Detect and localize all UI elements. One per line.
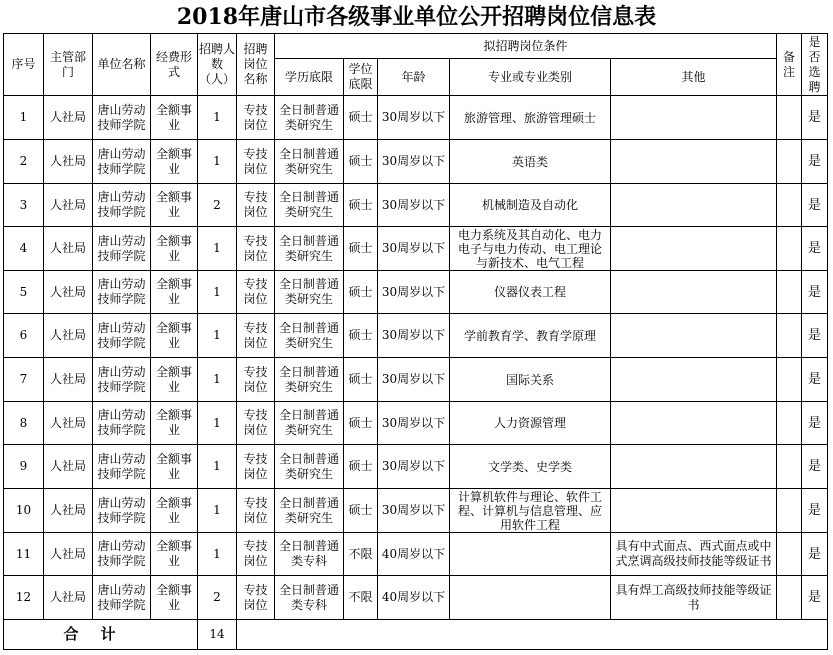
cell-seq: 12 [4, 576, 44, 620]
cell-education: 全日制普通类专科 [275, 576, 344, 620]
table-row [4, 358, 828, 402]
cell-funding: 全额事业 [151, 227, 198, 271]
cell-major: 仪器仪表工程 [450, 271, 611, 314]
cell-count: 1 [198, 227, 237, 271]
cell-funding: 全额事业 [151, 576, 198, 620]
cell-unit: 唐山劳动技师学院 [93, 445, 151, 489]
header-count: 招聘人数（人） [198, 34, 237, 96]
cell-dept: 人社局 [44, 140, 93, 184]
cell-degree: 不限 [344, 533, 378, 576]
cell-education: 全日制普通类研究生 [275, 314, 344, 358]
table-row [4, 445, 828, 489]
cell-remark [777, 314, 802, 358]
header-dept: 主管部门 [44, 34, 93, 96]
cell-other: 具有焊工高级技师技能等级证书 [611, 576, 777, 620]
cell-education: 全日制普通类研究生 [275, 227, 344, 271]
cell-remark [777, 445, 802, 489]
cell-select: 是 [802, 576, 828, 620]
cell-remark [777, 96, 802, 140]
cell-count: 2 [198, 184, 237, 227]
table-row [4, 227, 828, 271]
cell-select: 是 [802, 184, 828, 227]
header-unit: 单位名称 [93, 34, 151, 96]
header-degree: 学位底限 [344, 59, 378, 96]
cell-age: 30周岁以下 [378, 402, 450, 445]
cell-major: 人力资源管理 [450, 402, 611, 445]
cell-select: 是 [802, 227, 828, 271]
cell-dept: 人社局 [44, 402, 93, 445]
cell-major [450, 533, 611, 576]
cell-count: 1 [198, 533, 237, 576]
header-conditions: 拟招聘岗位条件 [275, 34, 777, 59]
cell-post: 专技岗位 [237, 489, 275, 533]
cell-count: 1 [198, 271, 237, 314]
cell-count: 2 [198, 576, 237, 620]
cell-other [611, 271, 777, 314]
header-education: 学历底限 [275, 59, 344, 96]
cell-degree: 不限 [344, 576, 378, 620]
cell-unit: 唐山劳动技师学院 [93, 314, 151, 358]
cell-major: 英语类 [450, 140, 611, 184]
table-row [4, 140, 828, 184]
cell-post: 专技岗位 [237, 271, 275, 314]
cell-post: 专技岗位 [237, 576, 275, 620]
cell-other [611, 227, 777, 271]
cell-other [611, 96, 777, 140]
cell-major: 机械制造及自动化 [450, 184, 611, 227]
cell-dept: 人社局 [44, 184, 93, 227]
cell-degree: 硕士 [344, 184, 378, 227]
cell-count: 1 [198, 445, 237, 489]
cell-dept: 人社局 [44, 489, 93, 533]
cell-funding: 全额事业 [151, 445, 198, 489]
header-seq: 序号 [4, 34, 44, 96]
cell-select: 是 [802, 358, 828, 402]
cell-unit: 唐山劳动技师学院 [93, 358, 151, 402]
cell-count: 1 [198, 402, 237, 445]
cell-unit: 唐山劳动技师学院 [93, 402, 151, 445]
cell-seq: 3 [4, 184, 44, 227]
cell-dept: 人社局 [44, 533, 93, 576]
cell-seq: 4 [4, 227, 44, 271]
cell-degree: 硕士 [344, 96, 378, 140]
cell-remark [777, 358, 802, 402]
cell-age: 30周岁以下 [378, 358, 450, 402]
cell-other [611, 402, 777, 445]
cell-post: 专技岗位 [237, 533, 275, 576]
cell-post: 专技岗位 [237, 184, 275, 227]
cell-education: 全日制普通类研究生 [275, 96, 344, 140]
table-row [4, 402, 828, 445]
table-row [4, 533, 828, 576]
cell-education: 全日制普通类研究生 [275, 184, 344, 227]
cell-other: 具有中式面点、西式面点或中式烹调高级技师技能等级证书 [611, 533, 777, 576]
header-post: 招聘岗位名称 [237, 34, 275, 96]
table-row [4, 184, 828, 227]
cell-unit: 唐山劳动技师学院 [93, 533, 151, 576]
page-title: 2018年唐山市各级事业单位公开招聘岗位信息表 [176, 4, 657, 30]
cell-count: 1 [198, 489, 237, 533]
cell-major: 文学类、史学类 [450, 445, 611, 489]
cell-major: 学前教育学、教育学原理 [450, 314, 611, 358]
cell-funding: 全额事业 [151, 489, 198, 533]
cell-dept: 人社局 [44, 96, 93, 140]
cell-count: 1 [198, 358, 237, 402]
cell-degree: 硕士 [344, 445, 378, 489]
header-other: 其他 [611, 59, 777, 96]
cell-seq: 11 [4, 533, 44, 576]
cell-other [611, 358, 777, 402]
table-row [4, 489, 828, 533]
cell-seq: 10 [4, 489, 44, 533]
cell-funding: 全额事业 [151, 96, 198, 140]
cell-select: 是 [802, 271, 828, 314]
cell-select: 是 [802, 533, 828, 576]
header-select: 是否选聘 [802, 34, 828, 96]
cell-seq: 6 [4, 314, 44, 358]
cell-dept: 人社局 [44, 358, 93, 402]
cell-age: 30周岁以下 [378, 271, 450, 314]
cell-major: 旅游管理、旅游管理硕士 [450, 96, 611, 140]
cell-funding: 全额事业 [151, 358, 198, 402]
cell-unit: 唐山劳动技师学院 [93, 271, 151, 314]
cell-funding: 全额事业 [151, 402, 198, 445]
cell-education: 全日制普通类研究生 [275, 402, 344, 445]
cell-unit: 唐山劳动技师学院 [93, 96, 151, 140]
cell-remark [777, 402, 802, 445]
cell-funding: 全额事业 [151, 314, 198, 358]
cell-age: 30周岁以下 [378, 314, 450, 358]
cell-seq: 2 [4, 140, 44, 184]
cell-degree: 硕士 [344, 358, 378, 402]
table-row [4, 314, 828, 358]
cell-post: 专技岗位 [237, 445, 275, 489]
header-major: 专业或专业类别 [450, 59, 611, 96]
cell-education: 全日制普通类研究生 [275, 489, 344, 533]
header-funding: 经费形式 [151, 34, 198, 96]
cell-other [611, 184, 777, 227]
cell-remark [777, 227, 802, 271]
cell-age: 40周岁以下 [378, 533, 450, 576]
cell-select: 是 [802, 445, 828, 489]
cell-count: 1 [198, 314, 237, 358]
cell-education: 全日制普通类研究生 [275, 140, 344, 184]
cell-degree: 硕士 [344, 314, 378, 358]
cell-other [611, 140, 777, 184]
cell-select: 是 [802, 96, 828, 140]
cell-count: 1 [198, 140, 237, 184]
cell-degree: 硕士 [344, 271, 378, 314]
cell-dept: 人社局 [44, 445, 93, 489]
cell-seq: 1 [4, 96, 44, 140]
cell-select: 是 [802, 140, 828, 184]
cell-seq: 9 [4, 445, 44, 489]
header-age: 年龄 [378, 59, 450, 96]
cell-major [450, 576, 611, 620]
header-remark: 备注 [777, 34, 802, 96]
cell-funding: 全额事业 [151, 271, 198, 314]
cell-education: 全日制普通类研究生 [275, 271, 344, 314]
cell-post: 专技岗位 [237, 227, 275, 271]
table-row [4, 576, 828, 620]
cell-dept: 人社局 [44, 227, 93, 271]
table-body [4, 96, 828, 650]
cell-education: 全日制普通类研究生 [275, 445, 344, 489]
cell-unit: 唐山劳动技师学院 [93, 489, 151, 533]
total-row [4, 620, 828, 650]
cell-post: 专技岗位 [237, 140, 275, 184]
cell-remark [777, 140, 802, 184]
cell-major: 国际关系 [450, 358, 611, 402]
total-empty [237, 620, 828, 650]
cell-select: 是 [802, 314, 828, 358]
cell-remark [777, 489, 802, 533]
cell-remark [777, 271, 802, 314]
cell-unit: 唐山劳动技师学院 [93, 140, 151, 184]
cell-dept: 人社局 [44, 314, 93, 358]
cell-remark [777, 533, 802, 576]
cell-unit: 唐山劳动技师学院 [93, 576, 151, 620]
cell-seq: 5 [4, 271, 44, 314]
cell-major: 计算机软件与理论、软件工程、计算机与信息管理、应用软件工程 [450, 489, 611, 533]
cell-select: 是 [802, 402, 828, 445]
cell-funding: 全额事业 [151, 533, 198, 576]
cell-education: 全日制普通类专科 [275, 533, 344, 576]
cell-remark [777, 184, 802, 227]
cell-degree: 硕士 [344, 489, 378, 533]
cell-education: 全日制普通类研究生 [275, 358, 344, 402]
cell-funding: 全额事业 [151, 184, 198, 227]
total-label: 合计 [4, 620, 198, 650]
cell-degree: 硕士 [344, 140, 378, 184]
cell-post: 专技岗位 [237, 314, 275, 358]
cell-dept: 人社局 [44, 271, 93, 314]
cell-unit: 唐山劳动技师学院 [93, 227, 151, 271]
cell-age: 30周岁以下 [378, 184, 450, 227]
cell-post: 专技岗位 [237, 96, 275, 140]
cell-count: 1 [198, 96, 237, 140]
cell-unit: 唐山劳动技师学院 [93, 184, 151, 227]
cell-seq: 7 [4, 358, 44, 402]
total-value: 14 [198, 620, 237, 650]
cell-degree: 硕士 [344, 227, 378, 271]
cell-age: 30周岁以下 [378, 96, 450, 140]
cell-age: 30周岁以下 [378, 445, 450, 489]
cell-post: 专技岗位 [237, 402, 275, 445]
cell-remark [777, 576, 802, 620]
cell-select: 是 [802, 489, 828, 533]
cell-other [611, 489, 777, 533]
recruitment-table [3, 33, 828, 650]
cell-age: 40周岁以下 [378, 576, 450, 620]
cell-dept: 人社局 [44, 576, 93, 620]
cell-degree: 硕士 [344, 402, 378, 445]
cell-age: 30周岁以下 [378, 227, 450, 271]
cell-major: 电力系统及其自动化、电力电子与电力传动、电工理论与新技术、电气工程 [450, 227, 611, 271]
table-row [4, 271, 828, 314]
cell-seq: 8 [4, 402, 44, 445]
cell-age: 30周岁以下 [378, 489, 450, 533]
cell-funding: 全额事业 [151, 140, 198, 184]
cell-age: 30周岁以下 [378, 140, 450, 184]
cell-post: 专技岗位 [237, 358, 275, 402]
cell-other [611, 314, 777, 358]
table-row [4, 96, 828, 140]
cell-other [611, 445, 777, 489]
